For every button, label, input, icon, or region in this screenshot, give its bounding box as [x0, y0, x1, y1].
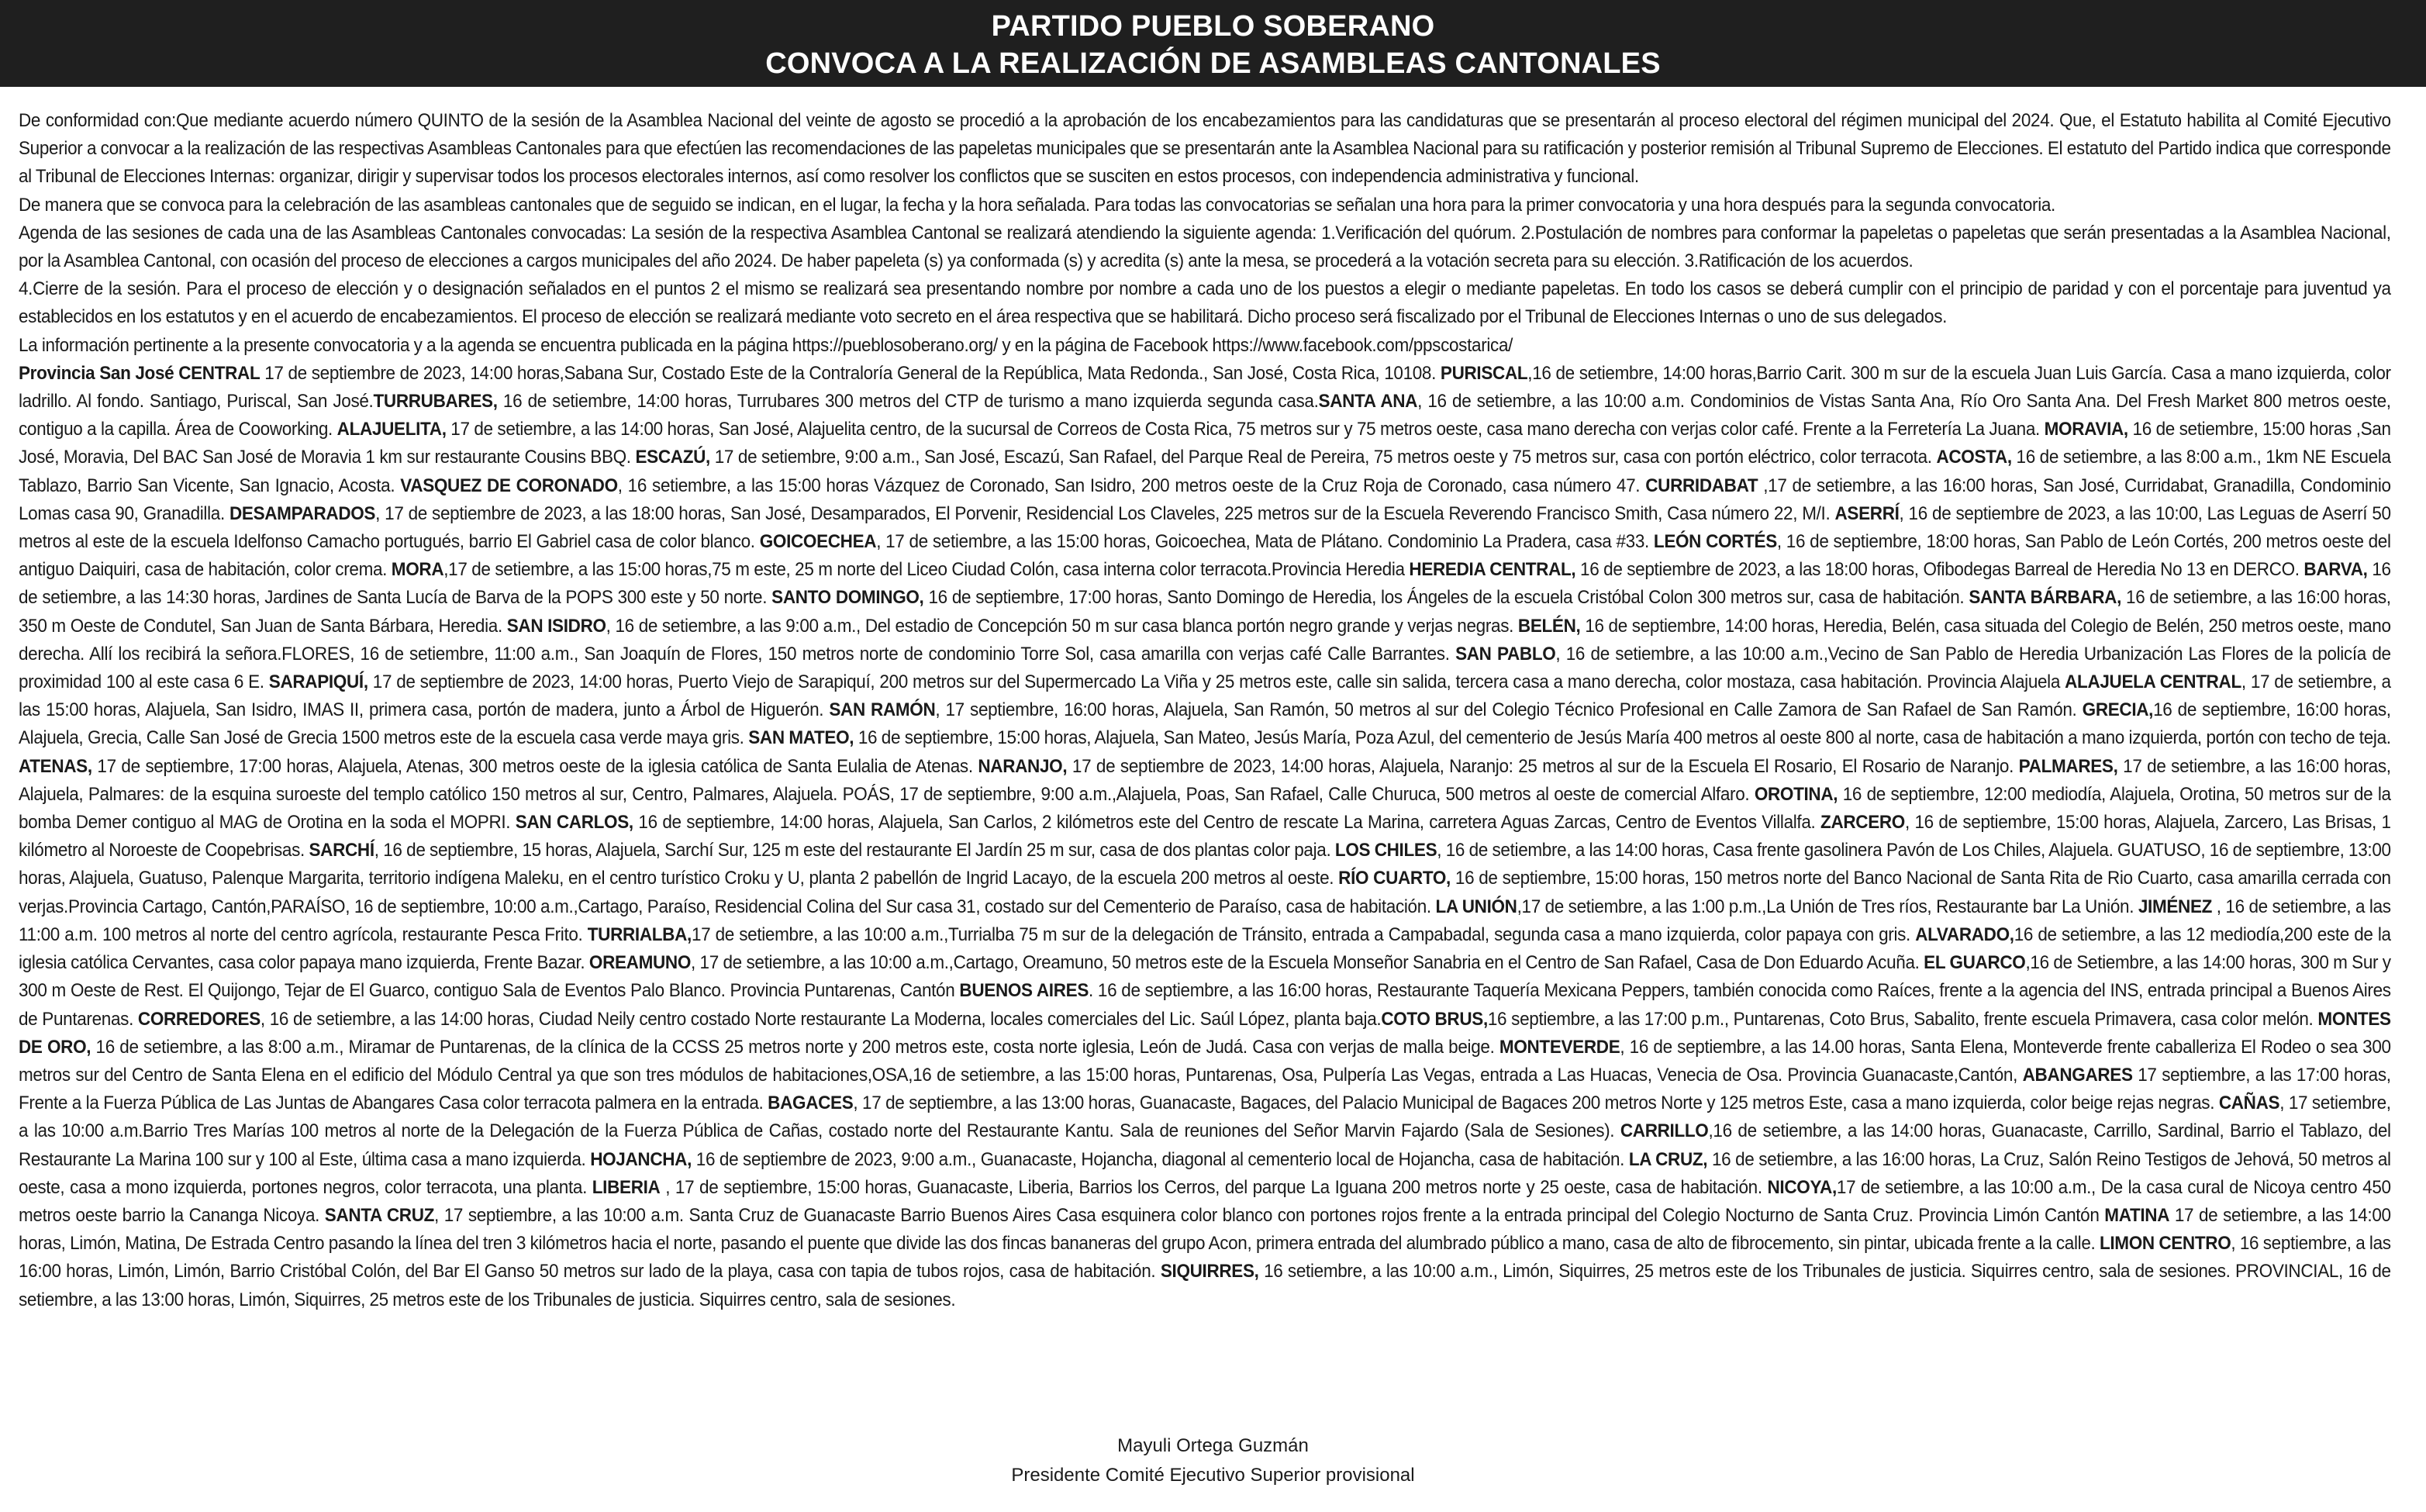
canton-name: CAÑAS [2218, 1093, 2280, 1114]
canton-name: CURRIDABAT [1645, 475, 1758, 496]
canton-details: 16 de setiembre, a las 8:00 a.m., 1km NE Escuela Tablazo, Barrio San Vicente, San Ignacio, Acosta. [19, 447, 2391, 496]
canton-details: 16 de setiembre, 15:00 horas ,San José, Moravia, Del BAC San José de Moravia 1 km sur restaurante Cousins BBQ. [19, 419, 2391, 468]
canton-details: , 17 de septiembre de 2023, a las 18:00 horas, San José, Desamparados, El Porvenir, Residencial Los Claveles, 225 metros sur de la Escuela Reverendo Francisco Smith, Casa número 22, M/I. [375, 502, 1835, 524]
canton-details: 16 de septiembre, 14:00 horas, Heredia, Belén, casa situada del Colegio de Belén, 250 metros oeste, mano derecha. Allí los recibirá la señora.FLORES, 16 de setiembre, 11:00 a.m., San Joaquín de Flores, 150 metros norte de condominio Torre Sol, casa amarilla con verjas café Calle Barrantes. [19, 615, 2391, 665]
canton-details: , 16 de septiembre, a las 14.00 horas, Santa Elena, Monteverde frente caballeriza El Rodeo o sea 300 metros sur del Centro de Santa Elena en el edificio del Módulo Central ya que son tres módulos de habitaciones,OSA,16 de setiembre, a las 15:00 horas, Puntarenas, Osa, Pulpería Las Vegas, entrada a Las Huacas, Venecia de Osa. Provincia Guanacaste,Cantón, [19, 1036, 2391, 1086]
canton-name: PURISCAL [1440, 362, 1528, 384]
canton-name: ALVARADO, [1915, 923, 2014, 945]
signatory-name: Mayuli Ortega Guzmán [1117, 1435, 1309, 1456]
assembly-listing [19, 360, 2391, 1314]
intro-paragraph: La información pertinente a la presente convocatoria y a la agenda se encuentra publicada en la página https://pueblosoberano.org/ y en la página de Facebook https://www.facebook.com/ppscostarica/ [19, 334, 1513, 356]
canton-name: ESCAZÚ, [635, 447, 710, 468]
canton-name: SAN ISIDRO [506, 615, 606, 637]
canton-details: ,17 de setiembre, a las 15:00 horas,75 m este, 25 m norte del Liceo Ciudad Colón, casa interna color terracota.Provincia Heredia [443, 559, 1410, 581]
canton-name: NARANJO, [978, 755, 1068, 777]
canton-details: ,16 de Setiembre, a las 14:00 horas, 300 m Sur y 300 m Oeste de Rest. El Quijongo, Tejar de El Guarco, contiguo Sala de Eventos Palo Blanco. Provincia Puntarenas, Cantón [19, 952, 2391, 1002]
canton-name: TURRIALBA, [587, 923, 692, 945]
canton-details: 16 de setiembre, a las 8:00 a.m., Miramar de Puntarenas, de la clínica de la CCSS 25 metros norte y 200 metros este, costa norte iglesia, León de Judá. Casa con verjas de malla beige. [91, 1036, 1499, 1058]
header-title-line-1: PARTIDO PUEBLO SOBERANO [991, 10, 1435, 43]
canton-details: 17 septiembre, a las 17:00 horas, Frente a la Fuerza Pública de Las Juntas de Abangares Casa color terracota palmera en la entrada. [19, 1064, 2391, 1114]
canton-name: GRECIA, [2082, 699, 2154, 721]
notice-header [0, 0, 2426, 87]
canton-name: SARCHÍ [309, 840, 374, 861]
canton-name: PALMARES, [2018, 755, 2118, 777]
canton-name: OREAMUNO [588, 952, 692, 974]
intro-paragraph: Agenda de las sesiones de cada una de las Asambleas Cantonales convocadas: La sesión de la respectiva Asamblea Cantonal se realizará atendiendo la siguiente agenda: 1.Verificación del quórum. 2.Postulación de nombres para conformar la papeletas o papeletas que serán presentadas a la Asamblea Nacional, por la Asamblea Cantonal, con ocasión del proceso de elecciones a cargos municipales del año 2024. De haber papeleta (s) ya conformada (s) y acredita (s) ante la mesa, se procederá a la votación secreta para su elección. 3.Ratificación de los acuerdos. [19, 222, 2391, 272]
canton-details: , 16 de septiembre, 18:00 horas, San Pablo de León Cortés, 200 metros oeste del antiguo Daiquiri, casa de habitación, color crema. [19, 531, 2391, 581]
canton-details: 16 de septiembre, 15:00 horas, Alajuela, San Mateo, Jesús María, Poza Azul, del cementerio de Jesús María 400 metros al oeste 800 al norte, casa de habitación a mano izquierda, portón con techo de teja. [854, 727, 2391, 749]
canton-name: LIMON CENTRO [2099, 1233, 2231, 1255]
intro-paragraph: De conformidad con:Que mediante acuerdo número QUINTO de la sesión de la Asamblea Nacional del veinte de agosto se procedió a la aprobación de los encabezamientos para las candidaturas que se presentarán al proceso electoral del régimen municipal del 2024. Que, el Estatuto habilita al Comité Ejecutivo Superior a convocar a la realización de las respectivas Asambleas Cantonales para que efectúen las recomendaciones de las papeletas municipales que se presentarán ante la Asamblea Nacional para su ratificación y posterior remisión al Tribunal Supremo de Elecciones. El estatuto del Partido indica que corresponde al Tribunal de Elecciones Internas: organizar, dirigir y supervisar todos los procesos electorales internos, así como resolver los conflictos que se susciten en estos procesos, con independencia administrativa y funcional. [19, 110, 2391, 188]
canton-details: , 16 de septiembre, 15 horas, Alajuela, Sarchí Sur, 125 m este del restaurante El Jardín 25 m sur, casa de dos plantas color paja. [374, 840, 1335, 861]
intro-paragraph: 4.Cierre de la sesión. Para el proceso de elección y o designación señalados en el puntos 2 el mismo se realizará sea presentando nombre por nombre a cada uno de los puestos a elegir o mediante papeletas. En todo los casos se deberá cumplir con el principio de paridad y con el porcentaje para juventud ya establecidos en los estatutos y en el acuerdo de encabezamientos. El proceso de elección se realizará mediante voto secreto en el área respectiva que se habilitará. Dicho proceso será fiscalizado por el Tribunal de Elecciones Internas o uno de sus delegados. [19, 278, 2391, 328]
canton-details: , 16 de setiembre, a las 11:00 a.m. 100 metros al norte del centro agrícola, restaurante Pesca Frito. [19, 896, 2391, 945]
canton-name: SARAPIQUÍ, [268, 671, 368, 693]
canton-details: ,17 de setiembre, a las 16:00 horas, San José, Curridabat, Granadilla, Condominio Lomas casa 90, Granadilla. [19, 475, 2391, 524]
canton-details: , 17 de septiembre, a las 13:00 horas, Guanacaste, Bagaces, del Palacio Municipal de Bagaces 200 metros Norte y 125 metros Este, casa a mano izquierda, color beige rejas negras. [853, 1093, 2219, 1114]
canton-name: ALAJUELA CENTRAL [2065, 671, 2241, 693]
canton-details: 16 de septiembre, 12:00 mediodía, Alajuela, Orotina, 50 metros sur de la bomba Demer contiguo al MAG de Orotina en la soda el MOPRI. [19, 783, 2391, 834]
canton-details: 16 de septiembre, 16:00 horas, Alajuela, Grecia, Calle San José de Grecia 1500 metros este de la escuela casa verde maya gris. [19, 699, 2391, 749]
canton-name: ATENAS, [19, 755, 92, 777]
canton-name: LEÓN CORTÉS [1653, 531, 1777, 553]
canton-details: 16 de septiembre de 2023, 9:00 a.m., Guanacaste, Hojancha, diagonal al cementerio local de Hojancha, casa de habitación. [692, 1148, 1629, 1170]
canton-name: ACOSTA, [1936, 447, 2012, 468]
canton-details: 16 de setiembre, a las 14:30 horas, Jardines de Santa Lucía de Barva de la POPS 300 este y 50 norte. [19, 559, 2391, 609]
canton-name: SAN MATEO, [748, 727, 854, 749]
canton-name: COTO BRUS, [1381, 1008, 1488, 1030]
canton-name: CARRILLO [1620, 1120, 1709, 1142]
canton-name: SANTO DOMINGO, [771, 587, 924, 609]
canton-name: SAN PABLO [1455, 643, 1556, 665]
canton-name: JIMÉNEZ [2138, 896, 2213, 917]
canton-details: 17 de setiembre, a las 14:00 horas, Limón, Matina, De Estrada Centro pasando la línea del tren 3 kilómetros hacia el norte, pasando el puente que divide las dos fincas bananeras del grupo Acon, primera entrada del alumbrado público a mano, casa de alto de fibrocemento, sin pintar, ubicada frente a la calle. [19, 1204, 2391, 1255]
canton-name: LA CRUZ, [1628, 1148, 1708, 1170]
canton-name: NICOYA, [1767, 1176, 1837, 1198]
header-title-line-2: CONVOCA A LA REALIZACIÓN DE ASAMBLEAS CANTONALES [765, 47, 1661, 80]
canton-details: 16 de septiembre, 15:00 horas, 150 metros norte del Banco Nacional de Santa Rita de Rio Cuarto, casa amarilla cerrada con verjas.Provincia Cartago, Cantón,PARAÍSO, 16 de septiembre, 10:00 a.m.,Cartago, Paraíso, Residencial Colina del Sur casa 31, costado sur del Cementerio de Paraíso, casa de habitación. [19, 868, 2391, 917]
canton-name: SANTA BÁRBARA, [1969, 587, 2122, 609]
canton-name: BELÉN, [1517, 615, 1581, 637]
canton-name: SAN RAMÓN [829, 699, 936, 721]
canton-name: SANTA CRUZ [324, 1204, 435, 1226]
canton-name: CORREDORES [137, 1008, 261, 1030]
canton-details: 16 setiembre, a las 10:00 a.m., Limón, Siquirres, 25 metros este de los Tribunales de justicia. Siquirres centro, sala de sesiones. PROVINCIAL, 16 de setiembre, a las 13:00 horas, Limón, Siquirres, 25 metros este de los Tribunales de justicia. Siquirres centro, sala de sesiones. [19, 1261, 2391, 1310]
canton-details: , 17 septiembre, 16:00 horas, Alajuela, San Ramón, 50 metros al sur del Colegio Técnico Profesional en Calle Zamora de San Rafael de San Ramón. [935, 699, 2083, 721]
canton-details: , 16 setiembre, a las 15:00 horas Vázquez de Coronado, San Isidro, 200 metros oeste de la Cruz Roja de Coronado, casa número 47. [617, 475, 1646, 496]
canton-details: 17 de setiembre, a las 14:00 horas, San José, Alajuelita centro, de la sucursal de Correos de Costa Rica, 75 metros sur y 75 metros oeste, casa mano derecha con verjas color café. Frente a la Ferretería La Juana. [446, 419, 2045, 440]
canton-name: MORA [391, 559, 444, 581]
canton-name: EL GUARCO [1924, 952, 2026, 974]
canton-details: 17 de septiembre de 2023, 14:00 horas,Sabana Sur, Costado Este de la Contraloría General de la República, Mata Redonda., San José, Costa Rica, 10108. [260, 362, 1441, 384]
canton-details: 17 de setiembre, a las 10:00 a.m., De la casa cural de Nicoya centro 450 metros oeste barrio la Cananga Nicoya. [19, 1176, 2391, 1226]
canton-name: VASQUEZ DE CORONADO [400, 475, 618, 496]
canton-details: 17 de septiembre de 2023, 14:00 horas, Puerto Viejo de Sarapiquí, 200 metros sur del Supermercado La Viña y 25 metros este, calle sin salida, tercera casa a mano derecha, color mostaza, casa habitación. Provincia Alajuela [368, 671, 2065, 693]
canton-name: LIBERIA [592, 1176, 661, 1198]
signatory-role: Presidente Comité Ejecutivo Superior provisional [1011, 1465, 1415, 1486]
canton-name: MONTES DE ORO, [19, 1008, 2391, 1058]
canton-name: TURRUBARES, [373, 391, 498, 413]
canton-name: BUENOS AIRES [959, 980, 1089, 1002]
canton-name: ALAJUELITA, [336, 419, 447, 440]
notice-body [0, 87, 2426, 1314]
canton-details: 16 de septiembre, 14:00 horas, Alajuela, San Carlos, 2 kilómetros este del Centro de rescate La Marina, carretera Aguas Zarcas, Centro de Eventos Villalfa. [633, 812, 1821, 834]
canton-details: , 17 de setiembre, a las 15:00 horas, Alajuela, San Isidro, IMAS II, primera casa, portón de madera, junto a Árbol de Higuerón. [19, 671, 2391, 721]
canton-details: 17 de septiembre, 17:00 horas, Alajuela, Atenas, 300 metros oeste de la iglesia católica de Santa Eulalia de Atenas. [91, 755, 978, 777]
canton-details: ,16 de setiembre, 14:00 horas,Barrio Carit. 300 m sur de la escuela Juan Luis García. Casa a mano izquierda, color ladrillo. Al fondo. Santiago, Puriscal, San José. [19, 362, 2391, 413]
canton-details: , 16 de setiembre, a las 10:00 a.m.,Vecino de San Pablo de Heredia Urbanización Las Flores de la policía de proximidad 100 al este casa 6 E. [19, 643, 2391, 693]
intro-paragraph: De manera que se convoca para la celebración de las asambleas cantonales que de seguido se indican, en el lugar, la fecha y la hora señalada. Para todas las convocatorias se señalan una hora para la primer convocatoria y una hora después para la segunda convocatoria. [19, 194, 2055, 216]
canton-details: , 16 de setiembre, a las 14:00 horas, Ciudad Neily centro costado Norte restaurante La Moderna, locales comerciales del Lic. Saúl López, planta baja. [260, 1008, 1382, 1030]
canton-name: ZARCERO [1820, 812, 1905, 834]
canton-name: BAGACES [768, 1093, 854, 1114]
canton-details: 17 de setiembre, 9:00 a.m., San José, Escazú, San Rafael, del Parque Real de Pereira, 75 metros oeste y 75 metros sur, casa con portón eléctrico, color terracota. [709, 447, 1937, 468]
canton-name: LA UNIÓN [1435, 896, 1517, 917]
canton-name: BARVA, [2303, 559, 2368, 581]
canton-name: SIQUIRRES, [1160, 1261, 1259, 1282]
canton-name: OROTINA, [1754, 783, 1838, 805]
intro-paragraphs [19, 107, 2407, 360]
canton-details: 16 de setiembre, a las 12 mediodía,200 este de la iglesia católica Cervantes, casa color papaya mano izquierda, Frente Bazar. [19, 923, 2391, 974]
canton-details: 16 de septiembre de 2023, a las 18:00 horas, Ofibodegas Barreal de Heredia No 13 en DERCO. [1575, 559, 2304, 581]
canton-name: HEREDIA CENTRAL, [1409, 559, 1576, 581]
canton-details: 17 de setiembre, a las 10:00 a.m.,Turrialba 75 m sur de la delegación de Tránsito, entrada a Campabadal, segunda casa a mano izquierda, color papaya con gris. [691, 923, 1916, 945]
canton-details: ,17 de setiembre, a las 1:00 p.m.,La Unión de Tres ríos, Restaurante bar La Unión. [1517, 896, 2138, 917]
canton-name: ASERRÍ [1834, 502, 1900, 524]
canton-details: , 17 de septiembre, 15:00 horas, Guanacaste, Liberia, Barrios los Cerros, del parque La Iguana 200 metros norte y 25 oeste, casa de habitación. [660, 1176, 1768, 1198]
canton-name: RÍO CUARTO, [1338, 868, 1451, 889]
canton-details: , 16 de septiembre de 2023, a las 10:00, Las Leguas de Aserrí 50 metros al este de la escuela Idelfonso Camacho portugués, barrio El Gabriel casa de color blanco. [19, 502, 2391, 553]
canton-name: MATINA [2104, 1204, 2170, 1226]
canton-details: 16 de setiembre, a las 16:00 horas, 350 m Oeste de Condutel, San Juan de Santa Bárbara, Heredia. [19, 587, 2391, 637]
canton-name: SAN CARLOS, [515, 812, 633, 834]
canton-details: 16 de setiembre, 14:00 horas, Turrubares 300 metros del CTP de turismo a mano izquierda segunda casa. [497, 391, 1319, 413]
signature-block [0, 1431, 2426, 1490]
canton-details: , 16 de setiembre, a las 14:00 horas, Casa frente gasolinera Pavón de Los Chiles, Alajuela. GUATUSO, 16 de septiembre, 13:00 horas, Alajuela, Guatuso, Palenque Margarita, territorio indígena Maleku, en el centro turístico Croku y U, planta 2 pabellón de Ingrid Lacayo, de la escuela 200 metros al oeste. [19, 840, 2391, 889]
canton-name: Provincia San José CENTRAL [19, 362, 261, 384]
canton-name: SANTA ANA [1318, 391, 1418, 413]
canton-name: LOS CHILES [1334, 840, 1437, 861]
canton-name: GOICOECHEA [759, 531, 877, 553]
canton-details: , 17 septiembre, a las 10:00 a.m. Santa Cruz de Guanacaste Barrio Buenos Aires Casa esquinera color blanco con portones rojos frente a la entrada principal del Colegio Nocturno de Santa Cruz. Provincia Limón Cantón [434, 1204, 2105, 1226]
notice-text-wrap [19, 107, 2407, 1314]
canton-details: 16 de setiembre, a las 16:00 horas, La Cruz, Salón Reino Testigos de Jehová, 50 metros al oeste, casa a mono izquierda, portones negros, color terracota, una planta. [19, 1148, 2391, 1198]
canton-details: . 16 de septiembre, a las 16:00 horas, Restaurante Taquería Mexicana Peppers, también conocida como Raíces, frente a la agencia del INS, entrada principal a Buenos Aires de Puntarenas. [19, 980, 2391, 1030]
canton-name: DESAMPARADOS [229, 502, 376, 524]
canton-details: , 16 septiembre, a las 16:00 horas, Limón, Limón, Barrio Cristóbal Colón, del Bar El Ganso 50 metros sur lado de la playa, casa con tapia de tubos rojos, casa de habitación. [19, 1233, 2391, 1282]
canton-details: 17 de septiembre de 2023, 14:00 horas, Alajuela, Naranjo: 25 metros al sur de la Escuela El Rosario, El Rosario de Naranjo. [1067, 755, 2019, 777]
canton-details: , 17 setiembre, a las 10:00 a.m.Barrio Tres Marías 100 metros al norte de la Delegación de la Fuerza Pública de Cañas, costado norte del Restaurante Kantu. Sala de reuniones del Señor Marvin Fajardo (Sala de Sesiones). [19, 1093, 2391, 1142]
canton-name: ABANGARES [2022, 1064, 2133, 1086]
canton-details: , 16 de setiembre, a las 9:00 a.m., Del estadio de Concepción 50 m sur casa blanca portón negro grande y verjas negras. [606, 615, 1518, 637]
canton-details: , 17 de setiembre, a las 15:00 horas, Goicoechea, Mata de Plátano. Condominio La Pradera, casa #33. [876, 531, 1654, 553]
canton-name: HOJANCHA, [590, 1148, 692, 1170]
canton-details: , 16 de septiembre, 15:00 horas, Alajuela, Zarcero, Las Brisas, 1 kilómetro al Noroeste de Coopebrisas. [19, 812, 2391, 861]
canton-details: 16 de septiembre, 17:00 horas, Santo Domingo de Heredia, los Ángeles de la escuela Cristóbal Colon 300 metros sur, casa de habitación. [923, 587, 1969, 609]
canton-name: MORAVIA, [2044, 419, 2128, 440]
canton-details: 17 de setiembre, a las 16:00 horas, Alajuela, Palmares: de la esquina suroeste del templo católico 150 metros al sur, Centro, Palmares, Alajuela. POÁS, 17 de septiembre, 9:00 a.m.,Alajuela, Poas, San Rafael, Calle Churuca, 500 metros al oeste de comercial Alfaro. [19, 755, 2391, 805]
canton-details: , 16 de setiembre, a las 10:00 a.m. Condominios de Vistas Santa Ana, Río Oro Santa Ana. Del Fresh Market 800 metros oeste, contiguo a la capilla. Área de Cooworking. [19, 391, 2391, 440]
canton-details: , 17 de setiembre, a las 10:00 a.m.,Cartago, Oreamuno, 50 metros este de la Escuela Monseñor Sanabria en el Centro de San Rafael, Casa de Don Eduardo Acuña. [691, 952, 1924, 974]
canton-details: ,16 de setiembre, a las 14:00 horas, Guanacaste, Carrillo, Sardinal, Barrio el Tablazo, del Restaurante La Marina 100 sur y 100 al Este, última casa a mano izquierda. [19, 1120, 2391, 1170]
canton-details: 16 septiembre, a las 17:00 p.m., Puntarenas, Coto Brus, Sabalito, frente escuela Primavera, casa color melón. [1487, 1008, 2318, 1030]
canton-name: MONTEVERDE [1499, 1036, 1620, 1058]
